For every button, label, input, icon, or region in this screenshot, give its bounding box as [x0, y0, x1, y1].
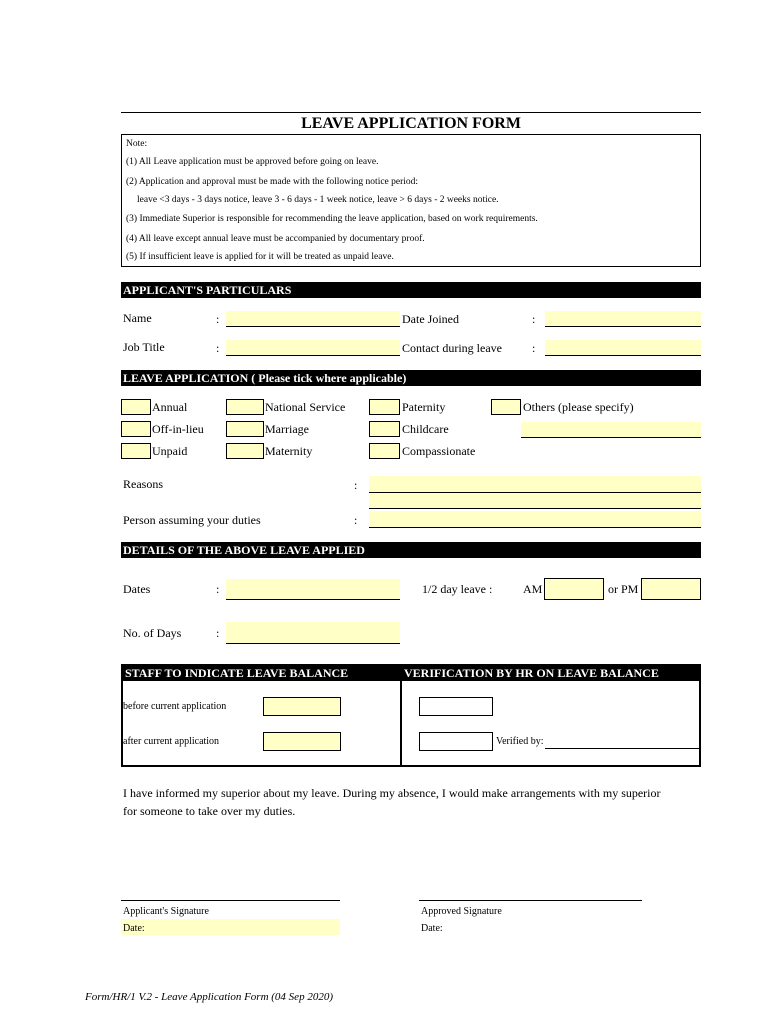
unpaid-checkbox[interactable]	[121, 443, 151, 459]
compassionate-checkbox[interactable]	[369, 443, 400, 459]
paternity-label: Paternity	[402, 400, 446, 414]
note-line-3: leave <3 days - 3 days notice, leave 3 - 6 days - 1 week notice, leave > 6 days - 2 weeks notice.	[137, 195, 499, 205]
maternity-checkbox[interactable]	[226, 443, 264, 459]
paternity-checkbox[interactable]	[369, 399, 400, 415]
notes-heading: Note:	[126, 139, 148, 149]
applicant-signature-line	[121, 900, 340, 901]
dates-colon: :	[216, 582, 220, 596]
childcare-label: Childcare	[402, 422, 449, 436]
name-label: Name	[123, 311, 152, 325]
name-colon: :	[216, 312, 220, 326]
pm-label: or PM	[608, 582, 639, 596]
pm-field[interactable]	[641, 578, 701, 600]
declaration-line-2: for someone to take over my duties.	[123, 804, 296, 818]
job-title-colon: :	[216, 341, 220, 355]
person-assuming-field[interactable]	[369, 511, 701, 528]
date-joined-field[interactable]	[545, 311, 701, 327]
reasons-colon: :	[354, 478, 358, 492]
balance-divider	[400, 666, 402, 765]
applicant-section-header: APPLICANT'S PARTICULARS	[121, 282, 701, 298]
note-line-5: (4) All leave except annual leave must be accompanied by documentary proof.	[126, 234, 425, 244]
hr-balance-header: VERIFICATION BY HR ON LEAVE BALANCE	[402, 666, 699, 681]
date-joined-label: Date Joined	[402, 312, 459, 326]
note-line-2: (2) Application and approval must be made with the following notice period:	[126, 177, 419, 187]
approved-signature-label: Approved Signature	[421, 906, 502, 917]
days-field[interactable]	[226, 622, 400, 644]
applicant-signature-label: Applicant's Signature	[123, 906, 209, 917]
job-title-field[interactable]	[226, 340, 400, 356]
applicant-date-label: Date:	[123, 923, 145, 934]
off-in-lieu-label: Off-in-lieu	[152, 422, 204, 436]
name-field[interactable]	[226, 311, 400, 327]
after-application-label: after current application	[123, 736, 220, 747]
dates-field[interactable]	[226, 579, 400, 600]
leave-balance-table	[121, 664, 701, 767]
contact-colon: :	[532, 341, 536, 355]
dates-label: Dates	[123, 582, 151, 596]
contact-field[interactable]	[545, 340, 701, 356]
annual-label: Annual	[152, 400, 188, 414]
hr-after-field[interactable]	[419, 732, 493, 751]
childcare-checkbox[interactable]	[369, 421, 400, 437]
days-colon: :	[216, 626, 220, 640]
maternity-label: Maternity	[265, 444, 313, 458]
others-specify-field[interactable]	[521, 422, 701, 438]
half-day-label: 1/2 day leave :	[422, 582, 493, 596]
unpaid-label: Unpaid	[152, 444, 188, 458]
applicant-date-field[interactable]	[121, 919, 340, 935]
title-top-rule	[121, 112, 701, 113]
person-assuming-colon: :	[354, 513, 358, 527]
contact-label: Contact during leave	[402, 341, 502, 355]
form-footer: Form/HR/1 V.2 - Leave Application Form (04 Sep 2020)	[85, 991, 333, 1003]
approved-date-label: Date:	[421, 923, 443, 934]
page-title: LEAVE APPLICATION FORM	[301, 115, 521, 132]
am-label: AM	[523, 582, 543, 596]
annual-checkbox[interactable]	[121, 399, 151, 415]
leave-application-header: LEAVE APPLICATION ( Please tick where applicable)	[121, 370, 701, 386]
others-checkbox[interactable]	[491, 399, 521, 415]
marriage-checkbox[interactable]	[226, 421, 264, 437]
am-field[interactable]	[544, 578, 604, 600]
details-section-header: DETAILS OF THE ABOVE LEAVE APPLIED	[121, 542, 701, 558]
after-balance-field[interactable]	[263, 732, 341, 751]
national-service-checkbox[interactable]	[226, 399, 264, 415]
before-application-label: before current application	[123, 701, 227, 712]
staff-balance-header: STAFF TO INDICATE LEAVE BALANCE	[123, 666, 400, 681]
job-title-label: Job Title	[123, 340, 165, 354]
declaration-line-1: I have informed my superior about my leave. During my absence, I would make arrangements with my superior	[123, 786, 661, 800]
off-in-lieu-checkbox[interactable]	[121, 421, 151, 437]
date-joined-colon: :	[532, 312, 536, 326]
others-label: Others (please specify)	[523, 400, 634, 414]
reasons-label: Reasons	[123, 477, 163, 491]
reasons-field-line-1[interactable]	[369, 476, 701, 493]
note-line-4: (3) Immediate Superior is responsible for recommending the leave application, based on work requirements.	[126, 214, 538, 224]
approved-signature-line	[419, 900, 642, 901]
marriage-label: Marriage	[265, 422, 309, 436]
notes-box	[121, 134, 701, 267]
compassionate-label: Compassionate	[402, 444, 476, 458]
note-line-1: (1) All Leave application must be approved before going on leave.	[126, 157, 379, 167]
verified-by-label: Verified by:	[496, 736, 544, 747]
days-label: No. of Days	[123, 626, 182, 640]
person-assuming-label: Person assuming your duties	[123, 513, 261, 527]
hr-before-field[interactable]	[419, 697, 493, 716]
national-service-label: National Service	[265, 400, 346, 414]
before-balance-field[interactable]	[263, 697, 341, 716]
note-line-6: (5) If insufficient leave is applied for it will be treated as unpaid leave.	[126, 252, 394, 262]
reasons-field-line-2[interactable]	[369, 493, 701, 509]
verified-by-line	[545, 748, 701, 749]
